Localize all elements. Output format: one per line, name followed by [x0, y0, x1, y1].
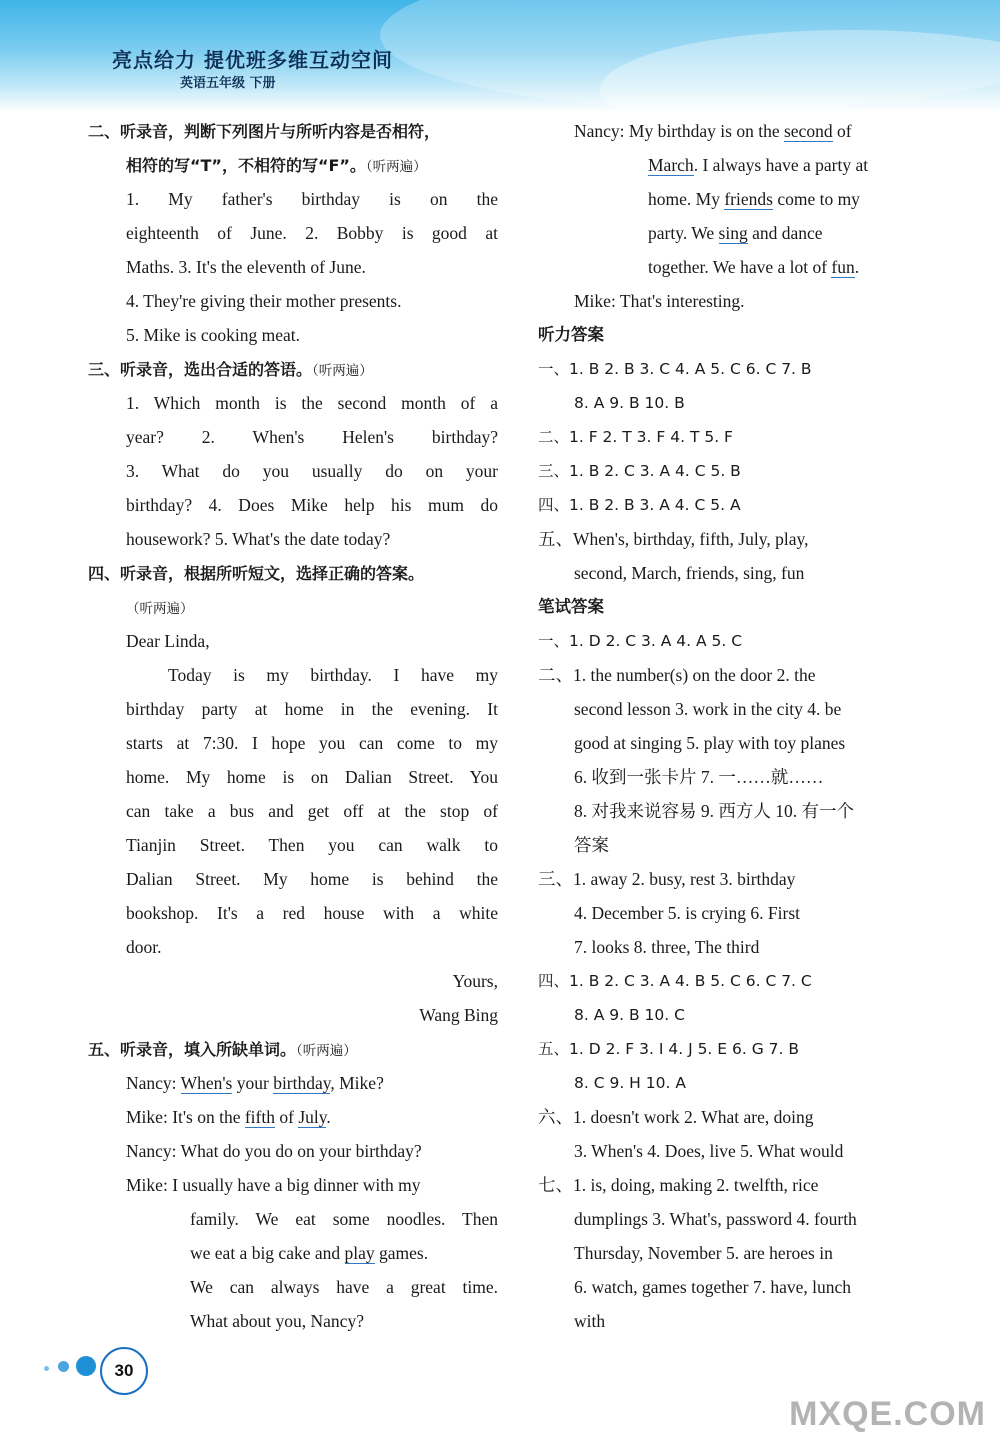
answer-line: dumplings 3. What's, password 4. fourth: [574, 1209, 857, 1229]
answer-blank: July: [298, 1107, 327, 1127]
text-line: 5. Mike is cooking meat.: [126, 325, 301, 345]
answer-line: 四、1. B 2. C 3. A 4. B 5. C 6. C 7. C: [538, 972, 812, 990]
dialog-line: [88, 1168, 498, 1202]
text: My birthday is on the: [628, 121, 784, 141]
text-line: Tianjin Street. Then you can walk to: [126, 835, 498, 855]
right-column: [538, 114, 944, 1338]
section-heading: 相符的写“T”，不相符的写“F”。（听两遍）: [126, 156, 427, 175]
answer-blank: sing: [718, 223, 748, 243]
text: What do you do on your birthday?: [180, 1141, 422, 1161]
speaker: Mike:: [574, 291, 616, 311]
header-title: 亮点给力 提优班多维互动空间: [112, 48, 393, 72]
page-number: 30: [100, 1347, 148, 1395]
dialog-line: [538, 284, 944, 318]
text-line: starts at 7:30. I hope you can come to my: [126, 733, 498, 753]
dialog-line: [88, 1236, 498, 1270]
answer-line: 6. 收到一张卡片 7. 一……就……: [574, 767, 824, 787]
answer-blank: second: [783, 121, 833, 141]
speaker: Nancy:: [126, 1141, 177, 1161]
header-subtitle: 英语五年级 下册: [180, 76, 276, 91]
letter-closing: Yours,: [452, 971, 498, 991]
text-line: Today is my birthday. I have my: [168, 665, 498, 685]
answer-line: second, March, friends, sing, fun: [574, 563, 805, 583]
dialog-line: What about you, Nancy?: [190, 1311, 364, 1331]
dialog-line: [538, 114, 944, 148]
answer-line: 8. C 9. H 10. A: [574, 1074, 686, 1092]
text-line: Maths. 3. It's the eleventh of June.: [126, 257, 366, 277]
dialog-line: [538, 182, 944, 216]
text-line: 3. What do you usually do on your: [126, 461, 498, 481]
text: . I always have a party at: [693, 155, 869, 175]
watermark: MXQE.COM: [789, 1395, 986, 1433]
answer-line: 一、1. B 2. B 3. C 4. A 5. C 6. C 7. B: [538, 360, 812, 378]
dialog-line: [88, 1100, 498, 1134]
text-line: bookshop. It's a red house with a white: [126, 903, 498, 923]
answer-line: 7. looks 8. three, The third: [574, 937, 760, 957]
answer-blank: March: [648, 155, 694, 175]
answer-line: 四、1. B 2. B 3. A 4. C 5. A: [538, 496, 741, 514]
answer-line: Thursday, November 5. are heroes in: [574, 1243, 833, 1263]
dialog-line: family. We eat some noodles. Then: [190, 1209, 498, 1229]
text: , Mike?: [330, 1073, 384, 1093]
text: and dance: [747, 223, 823, 243]
answer-blank: friends: [724, 189, 773, 209]
answer-blank: fifth: [244, 1107, 275, 1127]
answer-line: 4. December 5. is crying 6. First: [574, 903, 800, 923]
dialog-line: [538, 216, 944, 250]
answer-line: 三、1. B 2. C 3. A 4. C 5. B: [538, 462, 741, 480]
dialog-line: [538, 250, 944, 284]
text-line: birthday? 4. Does Mike help his mum do: [126, 495, 498, 515]
answer-line: 五、When's, birthday, fifth, July, play,: [538, 529, 809, 549]
text: .: [854, 257, 860, 277]
section-heading: 二、听录音，判断下列图片与所听内容是否相符，: [88, 122, 441, 141]
answer-line: 七、1. is, doing, making 2. twelfth, rice: [538, 1175, 819, 1195]
answer-line: 8. A 9. B 10. B: [574, 394, 685, 412]
answer-line: 二、1. F 2. T 3. F 4. T 5. F: [538, 428, 733, 446]
text: come to my: [772, 189, 860, 209]
written-answers-heading: 笔试答案: [538, 597, 604, 616]
dialog-line: [88, 1134, 498, 1168]
answer-blank: play: [344, 1243, 375, 1263]
answer-line: 六、1. doesn't work 2. What are, doing: [538, 1107, 814, 1127]
speaker: Nancy:: [574, 121, 625, 141]
speaker: Mike:: [126, 1175, 168, 1195]
text-line: home. My home is on Dalian Street. You: [126, 767, 498, 787]
letter-salutation: Dear Linda,: [126, 631, 210, 651]
dialog-line: [88, 1066, 498, 1100]
answer-line: with: [574, 1311, 606, 1331]
dialog-line: We can always have a great time.: [190, 1277, 498, 1297]
text-line: door.: [126, 937, 162, 957]
answer-line: 8. 对我来说容易 9. 西方人 10. 有一个: [574, 801, 854, 821]
speaker: Nancy:: [126, 1073, 177, 1093]
answer-line: good at singing 5. play with toy planes: [574, 733, 846, 753]
text-line: 4. They're giving their mother presents.: [126, 291, 402, 311]
text: together. We have a lot of: [648, 257, 832, 277]
text: your: [232, 1073, 274, 1093]
text-line: can take a bus and get off at the stop of: [126, 801, 498, 821]
answer-line: 8. A 9. B 10. C: [574, 1006, 685, 1024]
dialog-line: [538, 148, 944, 182]
text-line: year? 2. When's Helen's birthday?: [126, 427, 498, 447]
text-line: Dalian Street. My home is behind the: [126, 869, 498, 889]
speaker: Mike:: [126, 1107, 168, 1127]
text: party. We: [648, 223, 719, 243]
answer-blank: birthday: [273, 1073, 331, 1093]
answer-line: 二、1. the number(s) on the door 2. the: [538, 665, 816, 685]
text: home. My: [648, 189, 725, 209]
text-line: birthday party at home in the evening. It: [126, 699, 498, 719]
text: It's on the: [172, 1107, 245, 1127]
left-column: [88, 114, 498, 1338]
answer-line: 三、1. away 2. busy, rest 3. birthday: [538, 869, 796, 889]
text: games.: [374, 1243, 429, 1263]
answer-line: 3. When's 4. Does, live 5. What would: [574, 1141, 844, 1161]
decoration-dot: [76, 1356, 96, 1376]
text: I usually have a big dinner with my: [172, 1175, 421, 1195]
answer-blank: When's: [180, 1073, 233, 1093]
listening-answers-heading: 听力答案: [538, 325, 604, 344]
text: of: [832, 121, 852, 141]
answer-line: 6. watch, games together 7. have, lunch: [574, 1277, 851, 1297]
section-heading: 三、听录音，选出合适的答语。（听两遍）: [88, 360, 373, 379]
letter-signature: Wang Bing: [419, 1005, 498, 1025]
decoration-dot: [58, 1361, 69, 1372]
answer-line: 五、1. D 2. F 3. I 4. J 5. E 6. G 7. B: [538, 1040, 800, 1058]
text: of: [275, 1107, 299, 1127]
text-line: 1. My father's birthday is on the: [126, 189, 498, 209]
text-line: 1. Which month is the second month of a: [126, 393, 498, 413]
decoration-dot: [44, 1366, 49, 1371]
answer-line: 一、1. D 2. C 3. A 4. A 5. C: [538, 632, 743, 650]
answer-blank: fun: [831, 257, 855, 277]
text-line: eighteenth of June. 2. Bobby is good at: [126, 223, 498, 243]
page-header-banner: [0, 0, 1000, 112]
section-heading: 五、听录音，填入所缺单词。（听两遍）: [88, 1040, 357, 1059]
answer-line: 答案: [574, 835, 609, 855]
answer-line: second lesson 3. work in the city 4. be: [574, 699, 842, 719]
text-line: housework? 5. What's the date today?: [126, 529, 391, 549]
text: we eat a big cake and: [190, 1243, 345, 1263]
text: That's interesting.: [619, 291, 745, 311]
text: .: [326, 1107, 331, 1127]
section-heading: 四、听录音，根据所听短文，选择正确的答案。: [88, 564, 425, 583]
section-note: （听两遍）: [126, 601, 194, 617]
